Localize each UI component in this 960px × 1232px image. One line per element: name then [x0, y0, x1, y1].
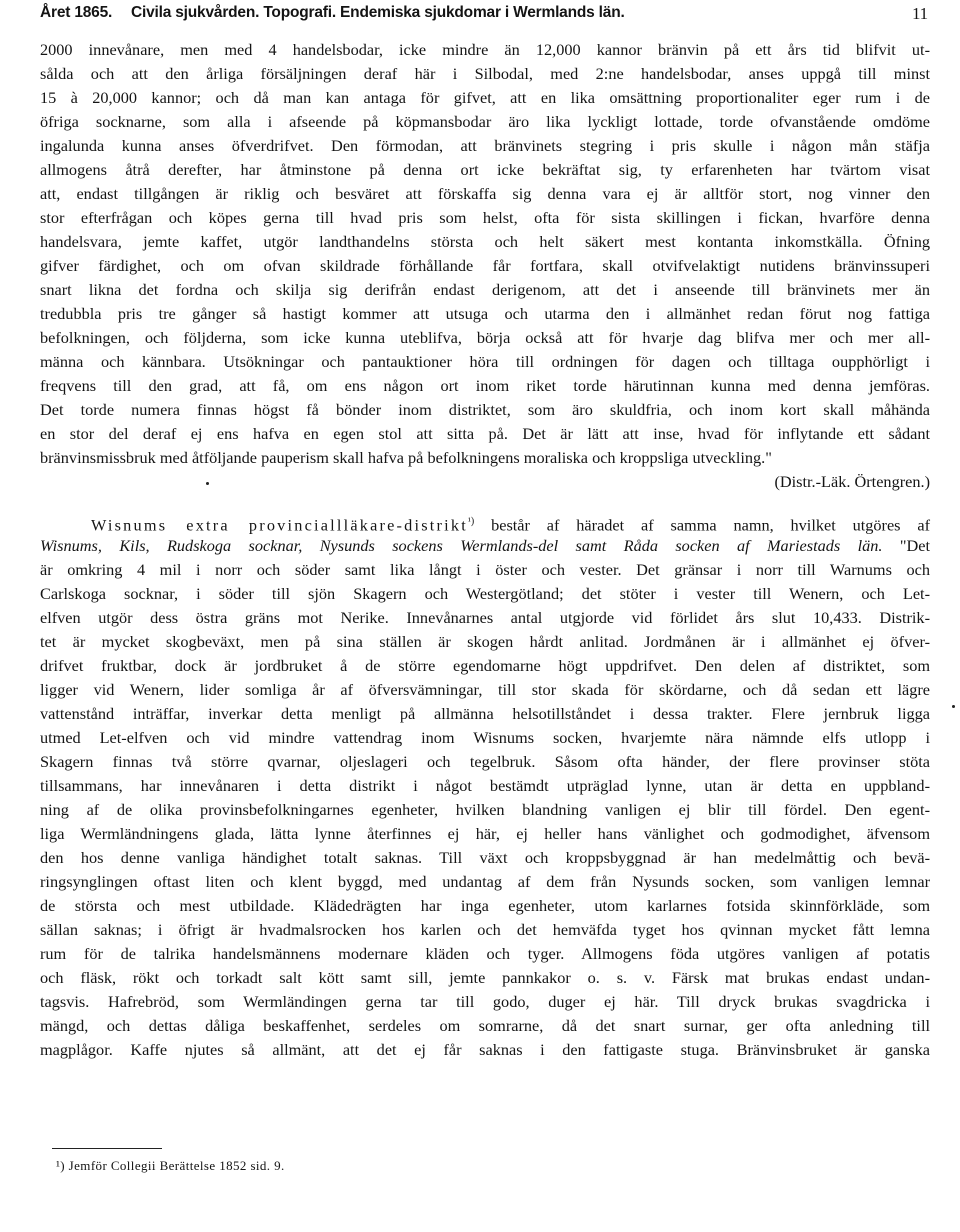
text-line: ringsynglingen oftast liten och klent byggd, med undantag af dem från Nysunds socken, som vanligen lemnar: [40, 872, 930, 891]
text-line: gifver färdighet, och om ofvan skildrade förhållande får fortfara, skall otvifvelaktigt nutidens bränvinssuperi: [40, 256, 930, 275]
line-rest: "Det: [882, 536, 930, 555]
signature: (Distr.-Läk. Örtengren.): [774, 472, 930, 491]
header-title: Civila sjukvården. Topografi. Endemiska sjukdomar i Wermlands län.: [131, 4, 625, 21]
text-line: ligger vid Wenern, lider somliga år af öfversvämningar, till stor skada för skördarne, och då sedan ett lägre: [40, 680, 930, 699]
running-header: [40, 4, 928, 28]
text-line: drifvet fruktbar, dock är jordbruket å de större egendomarne högt uppdrifvet. Den delen af distriktet, som: [40, 656, 930, 675]
text-line: utmed Let-elfven och vid mindre vattendrag inom Wisnums socken, hvarjemte nära nämnde elfs utlopp i: [40, 728, 930, 747]
footnote-rule: [52, 1148, 162, 1149]
text-line: elfven utgör dess östra gräns mot Nerike. Innevånarnes antal utgjorde vid förlidet års slut 10,433. Distrik-: [40, 608, 930, 627]
text-line: handelsvara, jemte kaffet, utgör landthandelns största och helt säkert mest kontanta inkomstkälla. Öfning: [40, 232, 930, 251]
text-line: [40, 534, 930, 558]
text-line: de största och mest utbildade. Klädedrägten har inga egenheter, utom karlarnes fotsida skinnförkläde, som: [40, 896, 930, 915]
text-line: att, endast tillgången är riklig och besväret att förskaffa sig denna vara ej är alltför stort, nog vinner den: [40, 184, 930, 203]
text-line: freqvens till den grad, att få, om ens någon ort inom riket torde härutinnan kunna med denna jemföras.: [40, 376, 930, 395]
text-line: rum för de talrika handelsmännens modernare kläden och tyger. Allmogens föda utgöres vanligen af potatis: [40, 944, 930, 963]
heading-rest: består af häradet af samma namn, hvilket utgöres af: [474, 515, 930, 535]
text-line: bränvinsmissbruk med åtföljande pauperism skall hafva på befolkningens moraliska och kroppsliga utveckling.": [40, 448, 772, 467]
footnote: ¹) Jemför Collegii Berättelse 1852 sid. 9.: [56, 1158, 285, 1173]
text-line: allmogens åtrå derefter, har åtminstone på denna ort icke bekräftat sig, ty erfarenheten har tvärtom visat: [40, 160, 930, 179]
text-line: sålda och att den årliga försäljningen deraf här i Silbodal, med 2:ne handelsbodar, anses uppgå till minst: [40, 64, 930, 83]
text-line: den hos denne vanliga händighet totalt saknas. Till växt och kroppsbyggnad är han medelmåttig och bevä-: [40, 848, 930, 867]
text-line: befolkningen, och följderna, som icke kunna uteblifva, börja också att för hvarje dag blifva mer och mer all-: [40, 328, 930, 347]
page-number: 11: [912, 4, 928, 23]
text-line: liga Wermländningens glada, lätta lynne återfinnes ej här, ej heller hans vänlighet och godmodighet, äfvensom: [40, 824, 930, 843]
text-line: tet är mycket skogbeväxt, men på sina ställen är skogen hårdt anlitad. Jordmånen är i allmänhet ej öfver-: [40, 632, 930, 651]
text-line: Det torde numera finnas högst få bönder inom distriktet, som äro skuldfria, och inom kort skall måhända: [40, 400, 930, 419]
print-speck: [206, 482, 209, 485]
text-line: ning af de olika provinsbefolkningarnes egenheter, hvilken blandning vanligen ej blir till fördel. Den egent-: [40, 800, 930, 819]
text-line: [91, 510, 930, 534]
text-line: männa och kännbara. Utsökningar och pantauktioner höra till ordningen för dagen och tilltaga oupphörligt i: [40, 352, 930, 371]
text-line: är omkring 4 mil i norr och söder samt lika långt i öster och vester. Det gränsar i norr till Warnums och: [40, 560, 930, 579]
text-line: en stor del deraf ej ens hafva en egen stol att sitta på. Det är lätt att inse, hvad för inflytande ett sådant: [40, 424, 930, 443]
footnote-mark: ¹): [467, 516, 475, 527]
text-line: stor efterfrågan och köpes gerna till hvad pris som helst, ofta för sista skillingen i fickan, hvarföre denna: [40, 208, 930, 227]
text-line: mängd, och dettas dåliga beskaffenhet, serdeles om somrarne, då det snart surnar, ger ofta anledning till: [40, 1016, 930, 1035]
district-heading: Wisnums extra provinciallläkare-distrikt: [91, 515, 468, 535]
print-speck: [952, 705, 955, 708]
parish-list: Wisnums, Kils, Rudskoga socknar, Nysunds sockens Wermlands-del samt Råda socken af Mariestads län.: [40, 536, 883, 555]
text-line: Carlskoga socknar, i söder till sjön Skagern och Westergötland; det stöter i vester till Wenern, och Let-: [40, 584, 930, 603]
header-year: Året 1865.: [40, 4, 113, 21]
text-line: magplågor. Kaffe njutes så allmänt, att det ej får saknas i den fattigaste stuga. Bränvinsbruket är ganska: [40, 1040, 930, 1059]
text-line: tredubbla pris tre gånger så hastigt kommer att utsuga och utarma den i allmänhet redan förut nog fattiga: [40, 304, 930, 323]
text-line: Skagern finnas två större qvarnar, oljeslageri och tegelbruk. Såsom ofta händer, der flere provinser stöta: [40, 752, 930, 771]
text-line: vattenstånd inträffar, inverkar detta menligt på allmänna helsotillståndet i dessa trakter. Flere jernbruk ligga: [40, 704, 930, 723]
text-line: öfriga socknarne, som alla i afseende på köpmansbodar äro lika lyckligt lottade, torde ofvanstående omdöme: [40, 112, 930, 131]
text-line: sällan saknas; i öfrigt är hvadmalsrocken hos karlen och det hemväfda tyget hos qvinnan mycket fått lemna: [40, 920, 930, 939]
text-line: snart likna det fordna och skilja sig derifrån endast derigenom, att det i anseende till bränvinets mer än: [40, 280, 930, 299]
text-line: tagsvis. Hafrebröd, som Wermländingen gerna tar till godo, duger ej här. Till dryck brukas svagdricka i: [40, 992, 930, 1011]
text-line: 15 à 20,000 kannor; och då man kan antaga för gifvet, att en lika omsättning proportionaliter eger rum i de: [40, 88, 930, 107]
text-line: 2000 innevånare, men med 4 handelsbodar, icke mindre än 12,000 kannor bränvin på ett års tid blifvit ut-: [40, 40, 930, 59]
text-line: ingalunda kunna anses öfverdrifvet. Den förmodan, att bränvinets stegring i pris skulle i någon mån stäfja: [40, 136, 930, 155]
text-line: och fläsk, rökt och torkadt salt kött samt sill, jemte pannkakor o. s. v. Färsk mat brukas endast undan-: [40, 968, 930, 987]
text-line: tillsammans, har innevånaren i detta distrikt i något bestämdt utpräglad lynne, utan är detta en uppbland-: [40, 776, 930, 795]
